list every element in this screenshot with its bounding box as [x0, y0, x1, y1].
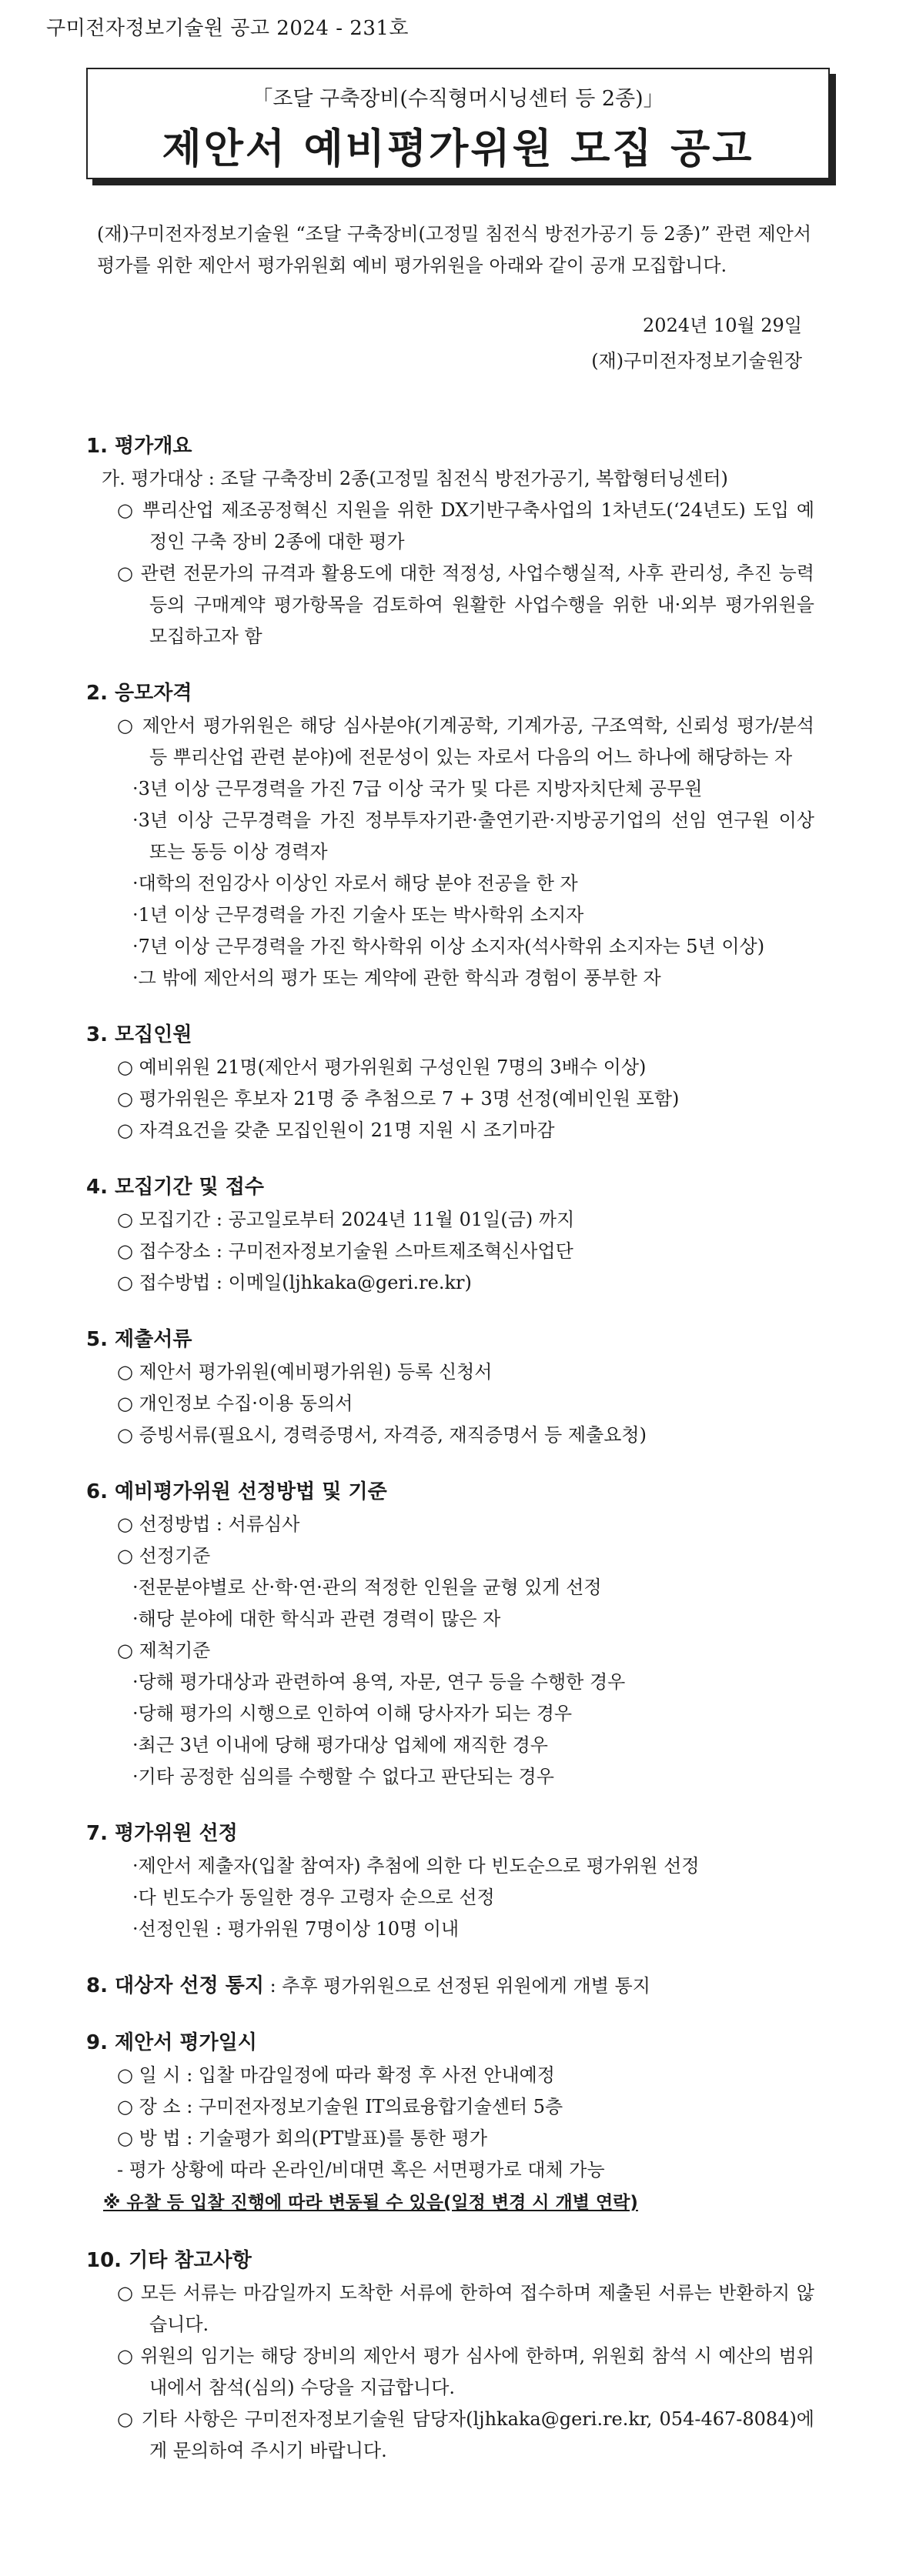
date-block — [591, 308, 802, 379]
list-item: ○ 증빙서류(필요시, 경력증명서, 자격증, 재직증명서 등 제출요청) — [117, 1424, 647, 1446]
list-item: ○ 장 소 : 구미전자정보기술원 IT의료융합기술센터 5층 — [117, 2096, 563, 2117]
announcement-date: 2024년 10월 29일 — [643, 315, 802, 336]
section-documents — [86, 1324, 814, 1451]
list-item: 가. 평가대상 : 조달 구축장비 2종(고정밀 침전식 방전가공기, 복합형터닝센터) — [102, 468, 728, 489]
list-item: ○ 위원의 임기는 해당 장비의 제안서 평가 심사에 한하며, 위원회 참석 시 예산의 범위 내에서 참석(심의) 수당을 지급합니다. — [117, 2345, 814, 2398]
section-recruitment-count — [86, 1019, 814, 1146]
list-item: ·그 밖에 제안서의 평가 또는 계약에 관한 학식과 경험이 풍부한 자 — [132, 967, 661, 989]
section-title: 1. 평가개요 — [86, 435, 192, 458]
list-item: ·최근 3년 이내에 당해 평가대상 업체에 재직한 경우 — [132, 1734, 548, 1756]
section-title: 7. 평가위원 선정 — [86, 1822, 238, 1845]
section-evaluator-selection — [86, 1818, 814, 1945]
list-item: ·대학의 전임강사 이상인 자로서 해당 분야 전공을 한 자 — [132, 873, 578, 894]
list-item: ○ 일 시 : 입찰 마감일정에 따라 확정 후 사전 안내예정 — [117, 2064, 555, 2086]
list-item: ○ 기타 사항은 구미전자정보기술원 담당자(ljhkaka@geri.re.kr, 054-467-8084)에게 문의하여 주시기 바랍니다. — [117, 2408, 814, 2461]
list-item: ○ 방 법 : 기술평가 회의(PT발표)를 통한 평가 — [117, 2127, 488, 2149]
issuer: (재)구미전자정보기술원장 — [591, 350, 802, 372]
section-title: 10. 기타 참고사항 — [86, 2249, 252, 2272]
section-title: 2. 응모자격 — [86, 682, 192, 705]
list-item: ·3년 이상 근무경력을 가진 정부투자기관·출연기관·지방공기업의 선임 연구원 이상 또는 동등 이상 경력자 — [132, 809, 814, 863]
section-title: 6. 예비평가위원 선정방법 및 기준 — [86, 1480, 387, 1503]
notification-line — [86, 1970, 814, 2002]
section-overview — [86, 431, 814, 652]
schedule-notice: ※ 유찰 등 입찰 진행에 따라 변동될 수 있음(일정 변경 시 개별 연락) — [103, 2193, 638, 2213]
title-box — [86, 68, 830, 179]
list-item: ○ 뿌리산업 제조공정혁신 지원을 위한 DX기반구축사업의 1차년도(‘24년도) 도입 예정인 구축 장비 2종에 대한 평가 — [117, 499, 814, 552]
page-title: 제안서 예비평가위원 모집 공고 — [162, 125, 754, 172]
list-item: ○ 선정방법 : 서류심사 — [117, 1513, 300, 1535]
list-item: ○ 제안서 평가위원은 해당 심사분야(기계공학, 기계가공, 구조역학, 신뢰성 평가/분석 등 뿌리산업 관련 분야)에 전문성이 있는 자로서 다음의 어느 하나에 해당하는 자 — [117, 715, 814, 768]
list-item: ○ 모집기간 : 공고일로부터 2024년 11월 01일(금) 까지 — [117, 1209, 575, 1230]
list-item: ·다 빈도수가 동일한 경우 고령자 순으로 선정 — [132, 1887, 495, 1908]
list-item: ·해당 분야에 대한 학식과 관련 경력이 많은 자 — [132, 1608, 501, 1630]
section-notification — [86, 1970, 814, 2002]
list-item: ○ 제안서 평가위원(예비평가위원) 등록 신청서 — [117, 1361, 493, 1383]
document-body — [86, 431, 814, 2492]
list-item: ○ 예비위원 21명(제안서 평가위원회 구성인원 7명의 3배수 이상) — [117, 1056, 647, 1078]
list-item: ○ 자격요건을 갖춘 모집인원이 21명 지원 시 조기마감 — [117, 1119, 555, 1141]
section-description: : 추후 평가위원으로 선정된 위원에게 개별 통지 — [263, 1975, 650, 1997]
title-subtitle: 「조달 구축장비(수직형머시닝센터 등 2종)」 — [252, 87, 664, 111]
list-item: ○ 접수장소 : 구미전자정보기술원 스마트제조혁신사업단 — [117, 1240, 573, 1262]
list-item: ·전문분야별로 산·학·연·관의 적정한 인원을 균형 있게 선정 — [132, 1577, 602, 1598]
section-eligibility — [86, 678, 814, 994]
intro-paragraph: (재)구미전자정보기술원 “조달 구축장비(고정밀 침전식 방전가공기 등 2종)” 관련 제안서 평가를 위한 제안서 평가위원회 예비 평가위원을 아래와 같이 공개 모집합니다. — [97, 223, 811, 276]
list-item: ·당해 평가대상과 관련하여 용역, 자문, 연구 등을 수행한 경우 — [132, 1671, 626, 1693]
section-title: 5. 제출서류 — [86, 1328, 192, 1351]
list-item: - 평가 상황에 따라 온라인/비대면 혹은 서면평가로 대체 가능 — [117, 2159, 605, 2181]
section-other-notes — [86, 2245, 814, 2467]
document-number: 구미전자정보기술원 공고 2024 - 231호 — [46, 17, 410, 40]
list-item: ○ 선정기준 — [117, 1545, 211, 1567]
section-title: 3. 모집인원 — [86, 1023, 192, 1046]
list-item: ○ 평가위원은 후보자 21명 중 추첨으로 7 + 3명 선정(예비인원 포함) — [117, 1088, 680, 1109]
list-item: ·1년 이상 근무경력을 가진 기술사 또는 박사학위 소지자 — [132, 904, 584, 926]
section-title: 8. 대상자 선정 통지 — [86, 1974, 264, 1997]
section-title: 4. 모집기간 및 접수 — [86, 1176, 264, 1199]
list-item: ·기타 공정한 심의를 수행할 수 없다고 판단되는 경우 — [132, 1766, 554, 1787]
section-evaluation-schedule — [86, 2027, 814, 2220]
list-item: ○ 제척기준 — [117, 1640, 211, 1661]
list-item: ○ 관련 전문가의 규격과 활용도에 대한 적정성, 사업수행실적, 사후 관리성, 추진 능력 등의 구매계약 평가항목을 검토하여 원활한 사업수행을 위한 내·외부 평가위원을 모집하고자 함 — [117, 562, 814, 647]
section-period — [86, 1172, 814, 1299]
list-item: ·3년 이상 근무경력을 가진 7급 이상 국가 및 다른 지방자치단체 공무원 — [132, 778, 703, 799]
list-item: ○ 접수방법 : 이메일(ljhkaka@geri.re.kr) — [117, 1272, 472, 1293]
list-item: ·제안서 제출자(입찰 참여자) 추첨에 의한 다 빈도순으로 평가위원 선정 — [132, 1855, 700, 1877]
section-title: 9. 제안서 평가일시 — [86, 2031, 257, 2054]
section-selection-criteria — [86, 1477, 814, 1793]
list-item: ·7년 이상 근무경력을 가진 학사학위 이상 소지자(석사학위 소지자는 5년 이상) — [132, 936, 765, 957]
list-item: ○ 모든 서류는 마감일까지 도착한 서류에 한하여 접수하며 제출된 서류는 반환하지 않습니다. — [117, 2282, 814, 2335]
list-item: ○ 개인정보 수집·이용 동의서 — [117, 1393, 353, 1414]
list-item: ·당해 평가의 시행으로 인하여 이해 당사자가 되는 경우 — [132, 1703, 573, 1724]
list-item: ·선정인원 : 평가위원 7명이상 10명 이내 — [132, 1918, 460, 1940]
